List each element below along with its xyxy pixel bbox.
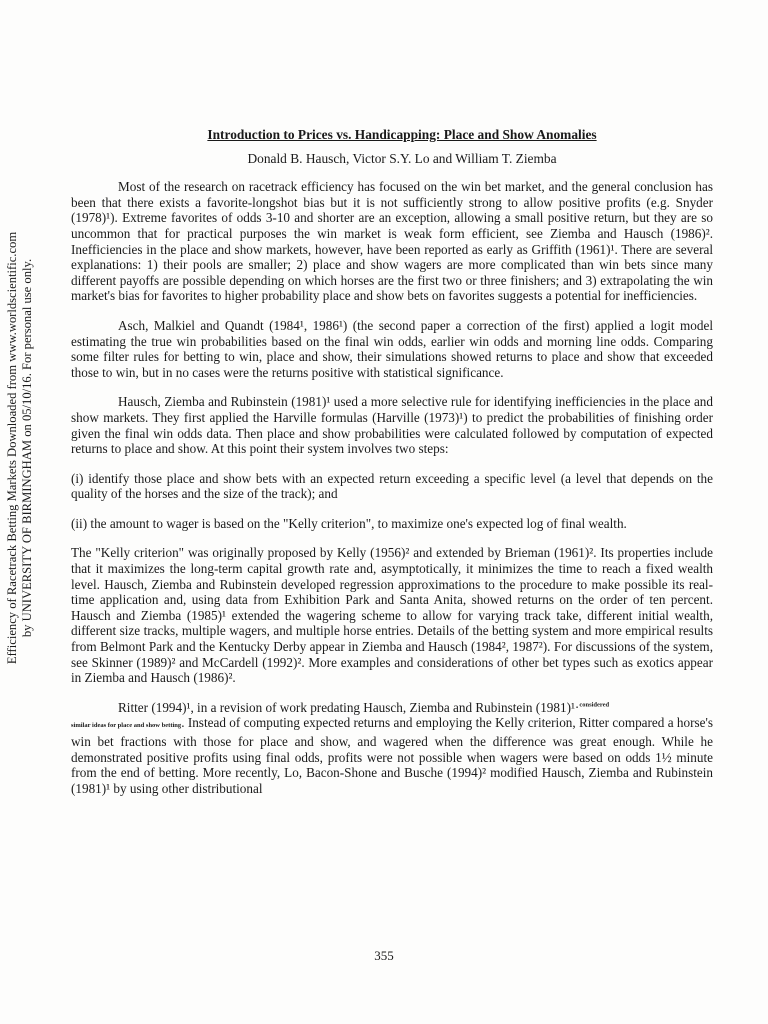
step-1: (i) identify those place and show bets with an expected return exceeding a specific level (a level that depends on the quality of the horses and the size of the track); and: [71, 470, 713, 502]
paragraph-1: Most of the research on racetrack efficiency has focused on the win bet market, and the general conclusion has been that there exists a favorite-longshot bias but it is not sufficiently strong to allow positive profits (e.g. Snyder (1978)¹). Extreme favorites of odds 3-10 and shorter are an exception, allowing a small positive return, but they are so uncommon that for practical purposes the win market is weak form efficient, see Ziemba and Hausch (1986)². Inefficiencies in the place and show markets, however, have been reported as early as Griffith (1961)¹. There are several explanations: 1) their pools are smaller; 2) place and show wagers are more complicated than win bets since many different payoffs are possible depending on which horses are the first two or three finishers; and 3) extrapolating the win market's bias for favorites to higher probability place and show bets on favorites suggests a potential for inefficiencies.: [71, 179, 713, 304]
step-2: (ii) the amount to wager is based on the "Kelly criterion", to maximize one's expected log of final wealth.: [71, 515, 627, 531]
paragraph-2: Asch, Malkiel and Quandt (1984¹, 1986¹) (the second paper a correction of the first) applied a logit model estimating the true win probabilities based on the final win odds, earlier win odds and morning line odds. Comparing some filter rules for betting to win, place and show, their simulations showed returns to place and show that exceeded those to win, but in no cases were the returns positive with statistical significance.: [71, 317, 713, 380]
main-text: [71, 127, 713, 796]
page-number: 355: [374, 948, 394, 963]
paragraph-kelly: The "Kelly criterion" was originally proposed by Kelly (1956)² and extended by Brieman (1961)². Its properties include that it maximizes the long-term capital growth rate and, asymptotically, it minimizes the time to reach a fixed wealth level. Hausch, Ziemba and Rubinstein developed regression approximations to the procedure to make possible its real-time application and, using data from Exhibition Park and Santa Anita, showed returns on the order of ten percent. Hausch and Ziemba (1985)¹ extended the wagering scheme to allow for varying track take, different initial wealth, different size tracks, multiple wagers, and multiple horse entries. Details of the betting system and more empirical results from Belmont Park and the Kentucky Derby appear in Ziemba and Hausch (1984², 1987²). For discussions of the system, see Skinner (1989)² and McCardell (1992)². More examples and considerations of other bet types such as exotics appear in Ziemba and Hausch (1986)².: [71, 545, 713, 686]
ritter-text-b: . Instead of computing expected returns and employing the Kelly criterion, Ritter compared a horse's win bet fractions with those for place and show, and wagered when the difference was great enough. While he demonstrated positive profits using final odds, profits were not possible when wagers were based on odds 1½ minute from the end of betting. More recently, Lo, Bacon-Shone and Busche (1994)² modified Hausch, Ziemba and Rubinstein (1981)¹ by using other distributional: [71, 715, 713, 796]
chapter-title: Introduction to Prices vs. Handicapping: Place and Show Anomalies: [207, 127, 597, 142]
paragraph-ritter: [71, 700, 713, 797]
handwritten-note-1: considered: [579, 701, 610, 709]
handwritten-note-2: similar ideas for place and show betting: [71, 722, 182, 730]
download-watermark: [2, 168, 38, 728]
authors-line: Donald B. Hausch, Victor S.Y. Lo and William T. Ziemba: [247, 150, 557, 166]
watermark-line-2: by UNIVERSITY OF BIRMINGHAM on 05/10/16. For personal use only.: [20, 258, 34, 638]
paragraph-3: Hausch, Ziemba and Rubinstein (1981)¹ used a more selective rule for identifying inefficiencies in the place and show markets. They first applied the Harville formulas (Harville (1973)¹) to predict the probabilities of finishing order given the final win odds data. Then place and show probabilities were calculated followed by computation of expected returns to place and show. At this point their system involves two steps:: [71, 394, 713, 457]
watermark-line-1: Efficiency of Racetrack Betting Markets Downloaded from www.worldscientific.com: [5, 231, 19, 665]
ritter-text-a: Ritter (1994)¹, in a revision of work predating Hausch, Ziemba and Rubinstein (1981)¹·: [118, 699, 580, 715]
